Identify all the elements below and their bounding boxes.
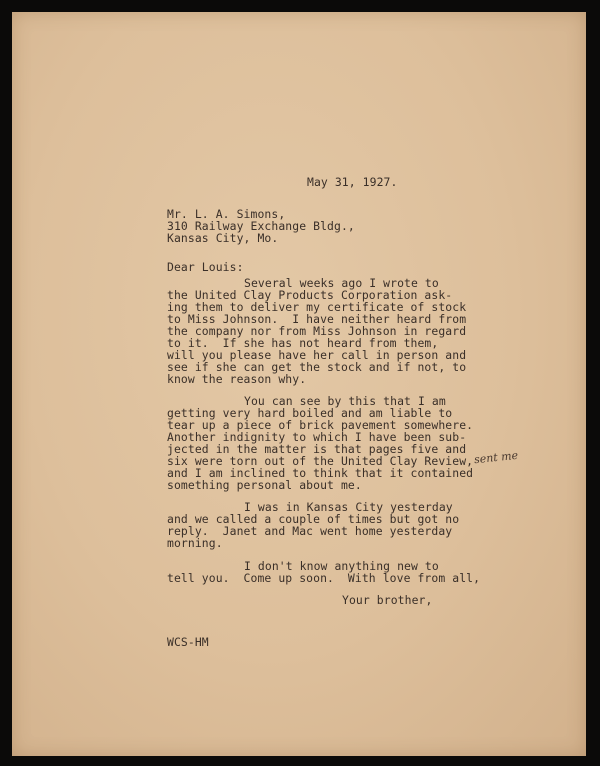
address-line: 310 Railway Exchange Bldg., (167, 219, 355, 233)
paragraph-4-line: I don't know anything new to (244, 559, 439, 573)
paragraph-3-line: reply. Janet and Mac went home yesterday (167, 524, 453, 538)
address-line: Kansas City, Mo. (167, 231, 279, 245)
paragraph-2-line: You can see by this that I am (244, 394, 446, 408)
paragraph-1-line: the United Clay Products Corporation ask- (167, 288, 453, 302)
paragraph-1-line: Several weeks ago I wrote to (244, 276, 439, 290)
paragraph-1-line: ing them to deliver my certificate of stock (167, 300, 467, 314)
paragraph-3-line: morning. (167, 536, 223, 550)
paragraph-1-line: see if she can get the stock and if not, to (167, 360, 467, 374)
paragraph-3-line: I was in Kansas City yesterday (244, 500, 453, 514)
paragraph-2-line: Another indignity to which I have been sub- (167, 430, 467, 444)
paragraph-2-line: jected in the matter is that pages five and (167, 442, 467, 456)
initials: WCS-HM (167, 635, 209, 649)
paragraph-2-line: getting very hard boiled and am liable to (167, 406, 453, 420)
paragraph-2-line: and I am inclined to think that it contained (167, 466, 474, 480)
paragraph-1-line: the company nor from Miss Johnson in regard (167, 324, 467, 338)
paragraph-2-line: tear up a piece of brick pavement somewhere. (167, 418, 474, 432)
paragraph-4-line: tell you. Come up soon. With love from all, (167, 571, 481, 585)
paragraph-3-line: and we called a couple of times but got no (167, 512, 460, 526)
letter-date: May 31, 1927. (307, 175, 398, 189)
paragraph-1-line: will you please have her call in person and (167, 348, 467, 362)
paragraph-2-line: six were torn out of the United Clay Review, (167, 454, 474, 468)
paragraph-1-line: to it. If she has not heard from them, (167, 336, 439, 350)
paragraph-2-line: something personal about me. (167, 478, 362, 492)
handwritten-note: sent me (473, 448, 519, 467)
salutation: Dear Louis: (167, 260, 244, 274)
address-line: Mr. L. A. Simons, (167, 207, 286, 221)
closing: Your brother, (342, 593, 433, 607)
paragraph-1-line: to Miss Johnson. I have neither heard from (167, 312, 467, 326)
letter-page (12, 12, 586, 756)
paragraph-1-line: know the reason why. (167, 372, 307, 386)
